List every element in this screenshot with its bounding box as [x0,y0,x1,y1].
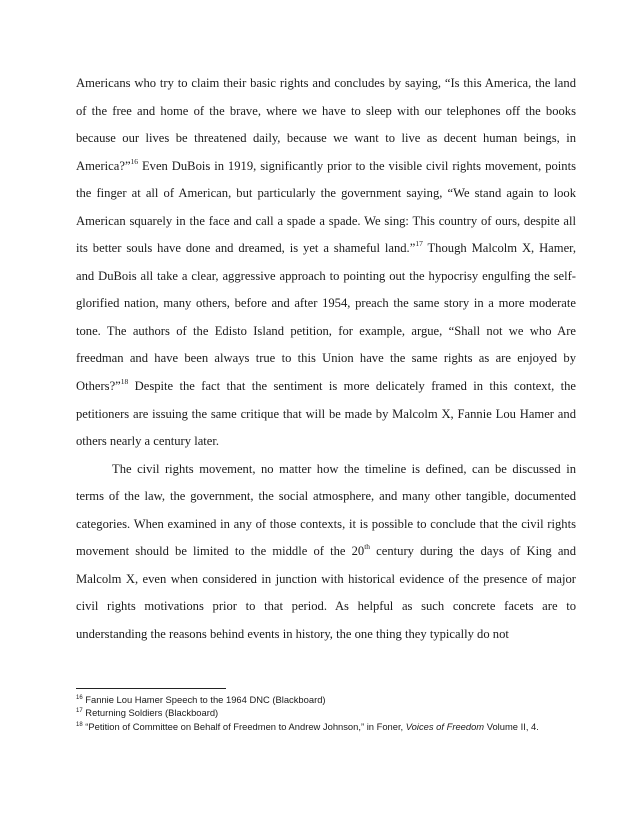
text-run: Though Malcolm X, Hamer, [422,241,576,256]
footnote-ref: 17 [415,239,423,249]
text-line [76,511,576,539]
text-line [76,318,576,346]
text-line [76,401,576,429]
footnotes [76,693,576,733]
text-line [76,483,576,511]
footnote-ref: 18 [120,377,129,387]
text-line [76,290,576,318]
footnote-number: 17 [76,708,83,715]
text-line [76,98,576,126]
text-run: and DuBois all take a clear, aggressive approach to pointing out the hypocrisy engulfing the self- [76,268,576,283]
text-run: because our lives be threatened daily, because we want to live as decent human beings, in [76,131,576,146]
text-run: Malcolm X, even when considered in junction with historical evidence of the presence of major [76,571,576,586]
text-run: freedman and have been always true to this Union have the same rights as are enjoyed by [76,351,576,366]
text-run: categories. When examined in any of those contexts, it is possible to conclude that the civil rights [76,516,576,531]
text-line [76,566,576,594]
text-run: “Petition of Committee on Behalf of Freedmen to Andrew Johnson,” in Foner, [82,720,406,732]
text-run: civil rights motivations prior to that period. As helpful as such concrete facets are to [76,599,576,614]
text-run: Returning Soldiers (Blackboard) [82,707,219,719]
text-run: understanding the reasons behind events in history, the one thing they typically do not [76,626,509,641]
text-run: America?” [76,158,131,173]
text-run: terms of the law, the government, the social atmosphere, and many other tangible, documented [76,489,576,504]
text-run: of the free and home of the brave, where we have to sleep with our telephones off the books [76,103,576,118]
text-run: the finger at all of American, but particularly the government saying, “We stand again to look [76,186,576,201]
text-run: American squarely in the face and call a spade a spade. We sing: This country of ours, despite all [76,213,576,228]
text-run: tone. The authors of the Edisto Island petition, for example, argue, “Shall not we who Are [76,323,576,338]
text-line [76,153,576,181]
text-run: century during the days of King and [370,544,576,559]
text-run: glorified nation, many others, before and after 1954, preach the same story in a more moderate [76,296,576,311]
text-line [76,263,576,291]
footnote-number: 16 [76,695,83,701]
text-run: Fannie Lou Hamer Speech to the 1964 DNC (Blackboard) [82,694,326,705]
footnote-number: 18 [76,721,83,728]
text-line [76,208,576,236]
text-line [76,456,576,484]
text-line [76,70,576,98]
text-line [76,538,576,566]
text-run: petitioners are issuing the same critique that will be made by Malcolm X, Fannie Lou Hamer and [76,406,576,421]
footnote [76,693,576,706]
footnote [76,706,576,719]
text-run: movement should be limited to the middle of the 20 [76,544,365,559]
paragraph-1 [76,70,576,456]
text-line [76,373,576,401]
text-line [76,345,576,373]
text-line [76,235,576,263]
text-run: The civil rights movement, no matter how the timeline is defined, can be discussed in [112,461,576,476]
body-text [76,70,576,648]
text-run: its better souls have done and dreamed, is yet a shameful land.” [76,241,416,256]
text-line [76,180,576,208]
text-line [76,428,576,456]
text-line [76,593,576,621]
text-run: Despite the fact that the sentiment is more delicately framed in this context, the [128,379,576,394]
text-line [76,621,576,649]
text-run: Others?” [76,379,121,394]
paragraph-2 [76,456,576,649]
text-run: Even DuBois in 1919, significantly prior to the visible civil rights movement, points [138,158,576,173]
footnote-ref: th [364,542,371,552]
italic-text: Voices of Freedom [405,720,485,732]
text-run: others nearly a century later. [76,434,220,449]
footnote-ref: 16 [130,156,139,166]
text-run: Americans who try to claim their basic rights and concludes by saying, “Is this America, the land [76,76,576,90]
footnote-separator [76,688,226,689]
footnote [76,720,576,733]
text-line [76,125,576,153]
text-run: Volume II, 4. [484,720,539,732]
